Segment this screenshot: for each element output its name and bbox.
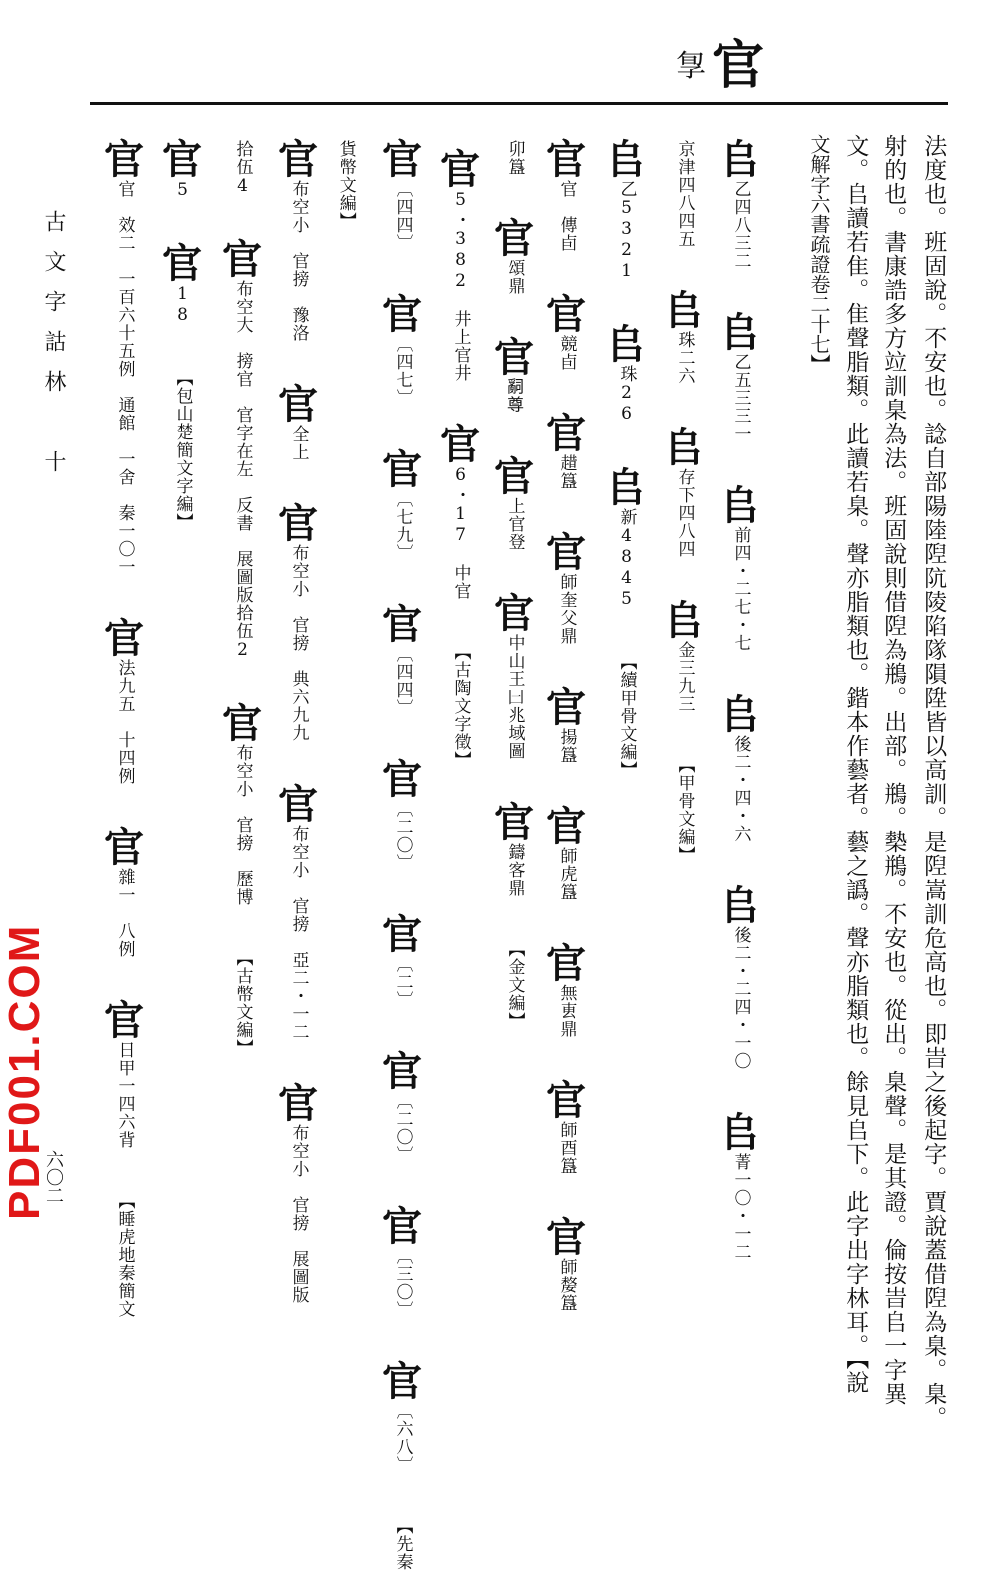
source-citation: 【續甲骨文編】	[616, 653, 637, 779]
glyph-image: 官	[546, 1214, 587, 1261]
source-label: 趞簋	[556, 454, 577, 490]
coin-column-a	[278, 136, 319, 1304]
coin-index: 〔六八〕	[392, 1402, 413, 1474]
source-label: 珠26	[616, 365, 637, 425]
pottery-column	[440, 146, 481, 769]
source-label: 存下四八四	[674, 468, 695, 558]
glyph-image: 官	[546, 1077, 587, 1124]
source-label: 布空小 官搒 典六九九	[288, 544, 309, 742]
glyph-image: 官	[104, 615, 145, 662]
source-label: 菁一〇・一二	[730, 1153, 751, 1261]
glyph-image: 官	[222, 700, 263, 747]
coin-index: 〔四七〕	[392, 335, 413, 407]
glyph-image: 𠂤	[664, 597, 705, 644]
source-label: 乙5321	[616, 180, 637, 282]
glyph-image: 𠂤	[720, 136, 761, 183]
glyph-image: 官	[546, 803, 587, 850]
source-citation: 【包山楚簡文字編】	[172, 369, 193, 531]
coin-numbers-column	[382, 136, 423, 1571]
prose-line-1: 法度也。班固說。不安也。諗自部陽陸隉阬陵陷隊隕陞皆以高訓。是隉嵩訓危高也。即旹之後起字。賈說蓋借隉為臬。臬。	[920, 134, 947, 1430]
page-number: 六〇二	[43, 1150, 64, 1204]
glyph-image: 官	[494, 215, 535, 262]
source-label: 頌鼎	[504, 259, 525, 295]
header-rule	[90, 102, 948, 105]
source-label: 師嫠簋	[556, 1258, 577, 1312]
glyph-image: 官	[162, 240, 203, 287]
glyph-image: 官	[382, 1048, 423, 1095]
source-label: 乙五三三一	[730, 353, 751, 443]
source-citation: 【古幣文編】	[232, 949, 253, 1057]
source-label: 新4845	[616, 508, 637, 610]
glyph-image: 𠂤	[720, 1109, 761, 1156]
source-label: 5	[172, 180, 193, 201]
glyph-image: 𠂤	[664, 424, 705, 471]
source-label: 珠二六	[674, 331, 695, 385]
source-label: 官 傳卣	[556, 180, 577, 252]
source-label: 日甲一四六背	[114, 1041, 135, 1149]
glyph-image: 官	[278, 500, 319, 547]
source-label: 布空小 官搒 歷博	[232, 744, 253, 906]
glyph-image: 官	[546, 529, 587, 576]
source-label: 乙四八三二	[730, 180, 751, 270]
qin-slips-column	[104, 136, 145, 1318]
glyph-image: 官	[382, 1203, 423, 1250]
coin-column-b	[222, 140, 263, 1057]
glyph-image: 官	[222, 236, 263, 283]
glyph-image: 𠂤	[720, 309, 761, 356]
source-label: 布空小 官搒 亞二・一二	[288, 825, 309, 1041]
coin-index: 〔七九〕	[392, 490, 413, 562]
source-label: 鑄客鼎	[504, 843, 525, 897]
coin-index: 〔二〇〕	[392, 800, 413, 872]
entry-headword: 官	[712, 35, 765, 96]
glyph-image: 𠂤	[606, 464, 647, 511]
source-label: 京津四八四五	[674, 140, 695, 248]
glyph-image: 官	[162, 136, 203, 183]
source-label: 𤔲尊	[504, 378, 525, 414]
glyph-image: 官	[546, 410, 587, 457]
glyph-image: 官	[546, 291, 587, 338]
oracle-column-2	[664, 140, 705, 864]
glyph-image: 官	[382, 601, 423, 648]
glyph-image: 官	[104, 997, 145, 1044]
glyph-image: 官	[494, 453, 535, 500]
coin-index: 〔二〇〕	[392, 1092, 413, 1164]
glyph-image: 官	[440, 421, 481, 468]
bronze-column-1	[546, 136, 587, 1312]
source-label: 師酉簋	[556, 1121, 577, 1175]
source-label: 卯簋	[504, 140, 525, 176]
source-label: 後二・二四・一〇	[730, 926, 751, 1070]
coin-index: 〔二〕	[392, 955, 413, 1009]
glyph-image: 官	[278, 781, 319, 828]
source-citation: 【古陶文字徵】	[450, 643, 471, 769]
prose-line-3: 文。𠂤讀若隹。隹聲脂類。此讀若臬。聲亦脂類也。鍇本作藝者。藝之譌。聲亦脂類也。餘見𠂤下。此字出字林耳。【說	[842, 134, 869, 1395]
glyph-image: 官	[382, 756, 423, 803]
glyph-image: 𠂤	[606, 136, 647, 183]
glyph-image: 官	[104, 824, 145, 871]
coin-index: 〔四四〕	[392, 180, 413, 252]
source-label: 布空小 官搒 豫洛	[288, 180, 309, 342]
source-citation: 【睡虎地秦簡文	[114, 1192, 135, 1318]
watermark: PDF001.COM	[0, 923, 49, 1220]
glyph-image: 官	[382, 446, 423, 493]
source-citation: 【金文編】	[504, 940, 525, 1030]
source-label: 布空大 搒官 官字在左 反書 展圖版拾伍2	[232, 280, 253, 661]
glyph-image: 𠂤	[664, 287, 705, 334]
source-label: 揚簋	[556, 728, 577, 764]
source-label: 雜一 八例	[114, 868, 135, 958]
source-label: 官 效二 一百六十五例 通館 一舍 秦一〇一	[114, 180, 135, 576]
glyph-image: 官	[382, 291, 423, 338]
source-label: 18	[172, 284, 193, 326]
coin-index: 〔三〇〕	[392, 1247, 413, 1319]
glyph-image: 𠂤	[720, 482, 761, 529]
glyph-image: 官	[382, 911, 423, 958]
glyph-image: 官	[382, 136, 423, 183]
glyph-image: 𠂤	[606, 321, 647, 368]
glyph-image: 官	[382, 1358, 423, 1405]
book-title: 古文字詁林 十	[41, 210, 66, 490]
source-label: 後二・四・六	[730, 735, 751, 843]
source-label: 金三九三	[674, 641, 695, 713]
oracle-column-3	[606, 136, 647, 779]
bronze-column-2	[494, 140, 535, 1030]
glyph-image: 官	[494, 590, 535, 637]
prose-line-2: 射的也。書康誥多方竝訓臬為法。班固說則借隉為鵧。出部。鵧。槷鵧。不安也。從出。臬聲。是其證。倫按旹𠂤一字異	[880, 134, 907, 1406]
source-label: 前四・二七・七	[730, 526, 751, 652]
chu-slips-column	[162, 136, 203, 531]
glyph-image: 官	[546, 136, 587, 183]
glyph-image: 官	[440, 146, 481, 193]
source-citation: 【甲骨文編】	[674, 756, 695, 864]
coin-citation-tail: 貨幣文編】	[335, 140, 356, 230]
source-label: 師奎父鼎	[556, 573, 577, 645]
glyph-image: 官	[278, 1080, 319, 1127]
coin-index: 〔四四〕	[392, 645, 413, 717]
glyph-image: 官	[494, 799, 535, 846]
prose-source-note: 文解字六書疏證卷二十七】	[807, 134, 831, 374]
source-label: 6・17 中官	[450, 465, 471, 600]
glyph-image: 官	[278, 136, 319, 183]
oracle-column-1	[720, 136, 761, 1261]
source-label: 拾伍4	[232, 140, 253, 197]
glyph-image: 官	[104, 136, 145, 183]
source-label: 師虎簋	[556, 847, 577, 901]
source-label: 全上	[288, 425, 309, 461]
entry-seal-form: 㝁	[676, 49, 706, 84]
source-label: 競卣	[556, 335, 577, 371]
source-label: 無叀鼎	[556, 984, 577, 1038]
source-label: 法九五 十四例	[114, 659, 135, 785]
glyph-image: 官	[546, 684, 587, 731]
source-citation: 【先秦	[392, 1517, 413, 1571]
glyph-image: 𠂤	[720, 691, 761, 738]
glyph-image: 官	[494, 334, 535, 381]
glyph-image: 𠂤	[720, 882, 761, 929]
glyph-image: 官	[546, 940, 587, 987]
source-label: 布空小 官搒 展圖版	[288, 1124, 309, 1304]
source-label: 上官登	[504, 497, 525, 551]
source-label: 中山王𠙵兆域圖	[504, 634, 525, 760]
glyph-image: 官	[278, 381, 319, 428]
source-label: 5・382 井上官井	[450, 190, 471, 382]
